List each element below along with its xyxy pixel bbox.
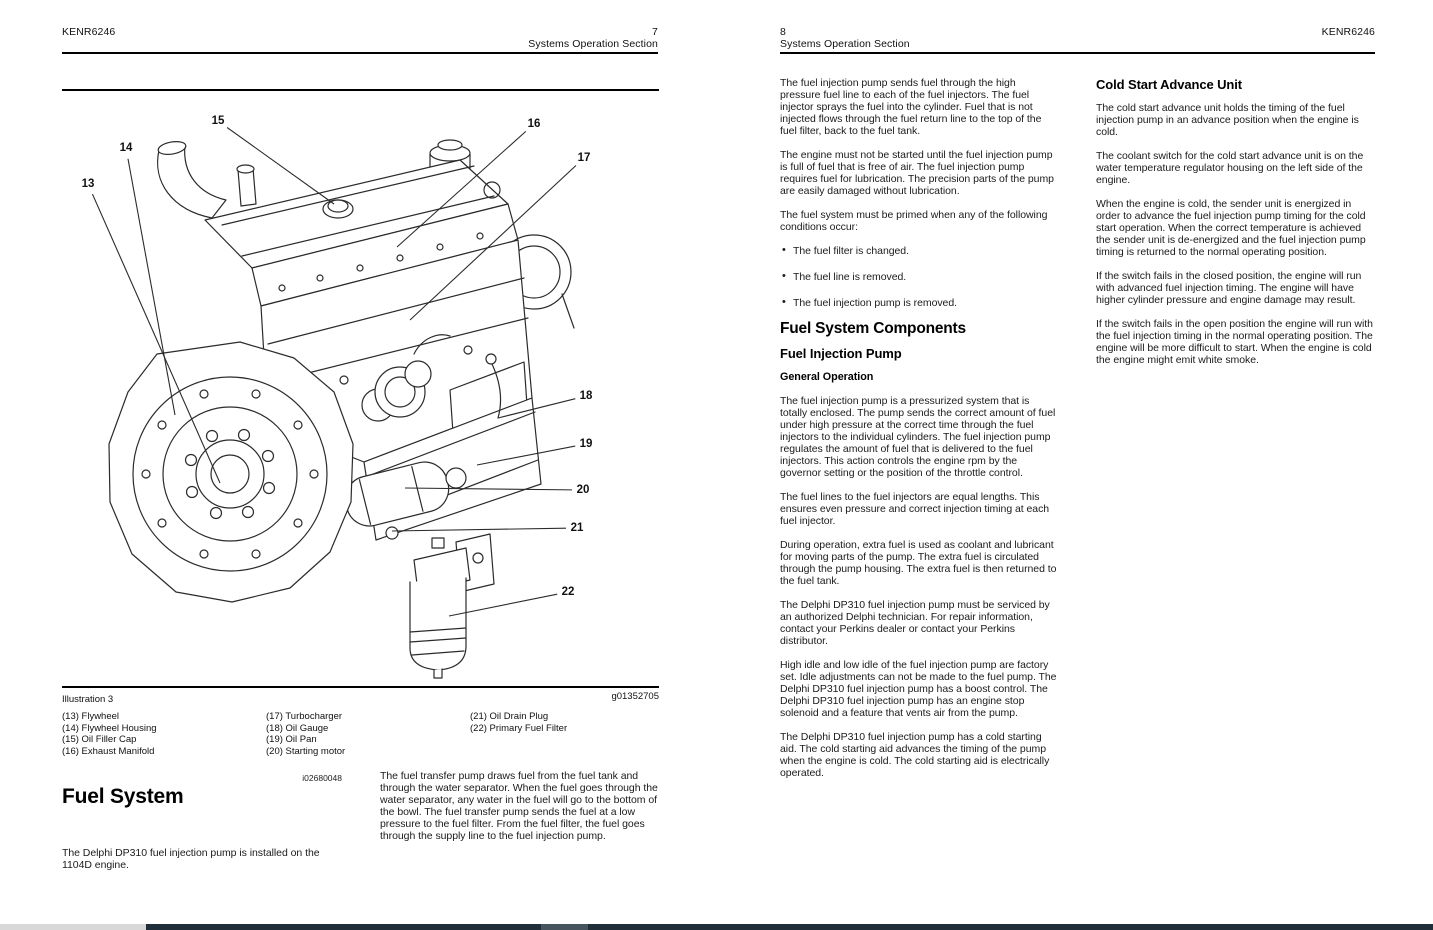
part-item: (17) Turbocharger: [266, 711, 343, 722]
figure-callout-14: 14: [117, 141, 135, 155]
paragraph: The coolant switch for the cold start advance unit is on the water temperature regulator housing on the left side of the engine.: [1096, 150, 1364, 186]
left-page-section-title: Systems Operation Section: [528, 38, 658, 50]
paragraph: The fuel lines to the fuel injectors are equal lengths. This ensures even pressure and correct injection timing at each fuel injector.: [780, 491, 1050, 527]
part-item: (18) Oil Gauge: [266, 722, 329, 734]
figure-callout-16: 16: [525, 117, 543, 131]
part-item: (14) Flywheel Housing: [62, 722, 157, 734]
illustration-id: g01352705: [611, 691, 659, 702]
parts-list-column-2: [266, 711, 470, 757]
parts-list-column-3: [470, 711, 659, 757]
right-page-number: 8: [780, 26, 786, 38]
paragraph: The fuel injection pump is a pressurized system that is totally enclosed. The pump sends the correct amount of fuel under high pressure at the correct time through the fuel injectors to the individual cylinders. The fuel injection pump regulates the amount of fuel that is delivered to the fuel injectors. This action controls the engine rpm by the governor setting or the position of the throttle control.: [780, 395, 1056, 479]
parts-list-column-1: [62, 711, 266, 757]
window-bottom-bar: [0, 924, 1433, 930]
parts-list: [62, 711, 659, 757]
heading-cold-start-advance-unit: Cold Start Advance Unit: [1096, 77, 1243, 92]
callout-layer: [62, 92, 660, 686]
figure-top-rule: [62, 89, 659, 91]
right-page-right-column: [1096, 79, 1377, 378]
right-page-left-column: [780, 77, 1058, 791]
figure-callout-17: 17: [575, 151, 593, 165]
figure-callout-21: 21: [568, 521, 586, 535]
part-item: (16) Exhaust Manifold: [62, 745, 155, 757]
paragraph: The Delphi DP310 fuel injection pump has a cold starting aid. The cold starting aid advances the timing of the pump when the engine is cold. The cold starting aid is electrically operated.: [780, 731, 1050, 779]
right-page-section-title: Systems Operation Section: [780, 38, 910, 50]
left-page-doc-code: KENR6246: [62, 26, 116, 38]
fuel-system-title: Fuel System: [62, 785, 184, 808]
paragraph: When the engine is cold, the sender unit is energized in order to advance the fuel injection pump timing for the cold start operation. When the correct temperature is achieved the sender unit is de-energized and the fuel injection pump timing is returned to the normal operating position.: [1096, 198, 1366, 258]
figure-bottom-rule: [62, 686, 659, 688]
fuel-system-intro-paragraph: The Delphi DP310 fuel injection pump is installed on the 1104D engine.: [62, 847, 320, 871]
part-item: (13) Flywheel: [62, 711, 120, 722]
part-item: (22) Primary Fuel Filter: [470, 722, 568, 734]
bullet-item: • The fuel line is removed.: [780, 271, 1058, 283]
part-item: (20) Starting motor: [266, 745, 346, 757]
paragraph: If the switch fails in the open position the engine will run with the fuel injection timing in the normal operating position. The engine will be more difficult to start. When the engine is cold the engine might emit white smoke.: [1096, 318, 1373, 366]
horizontal-scrollbar-thumb[interactable]: [541, 924, 588, 930]
bullet-item: • The fuel injection pump is removed.: [780, 297, 1058, 309]
heading-general-operation: General Operation: [780, 371, 874, 383]
part-item: (15) Oil Filler Cap: [62, 734, 137, 745]
cold-start-paragraphs: [1096, 102, 1377, 366]
part-item: (19) Oil Pan: [266, 734, 317, 745]
paragraph: The engine must not be started until the fuel injection pump is full of fuel that is free of air. The fuel injection pump requires fuel for lubrication. The precision parts of the pump are easily damaged without lubrication.: [780, 149, 1054, 197]
engine-figure: [62, 92, 660, 686]
paragraph: If the switch fails in the closed position, the engine will run with advanced fuel injection timing. The engine will have higher cylinder pressure and engine damage may result.: [1096, 270, 1362, 306]
left-page-number: 7: [652, 26, 658, 38]
paragraph: The fuel system must be primed when any of the following conditions occur:: [780, 209, 1048, 233]
figure-callout-13: 13: [79, 177, 97, 191]
figure-callout-19: 19: [577, 437, 595, 451]
figure-callout-22: 22: [559, 585, 577, 599]
article-code: i02680048: [302, 773, 342, 783]
bullet-item: • The fuel filter is changed.: [780, 245, 1058, 257]
priming-conditions-list: [780, 245, 1058, 309]
figure-callout-18: 18: [577, 389, 595, 403]
bottom-edge-light-segment: [0, 924, 146, 930]
part-item: (21) Oil Drain Plug: [470, 711, 549, 722]
horizontal-scrollbar-track[interactable]: [146, 924, 1433, 930]
right-page-doc-code: KENR6246: [1321, 26, 1375, 38]
paragraph: The cold start advance unit holds the timing of the fuel injection pump in an advance position when the engine is cold.: [1096, 102, 1359, 138]
illustration-caption: Illustration 3: [62, 694, 114, 705]
paragraph: The fuel injection pump sends fuel through the high pressure fuel line to each of the fuel injectors. The fuel injector sprays the fuel into the cylinder. Fuel that is not injected flows through the fuel return line to the top of the fuel filter, back to the fuel tank.: [780, 77, 1042, 137]
left-header-rule: [62, 52, 658, 54]
fuel-system-paragraphs: [780, 77, 1058, 233]
paragraph: The Delphi DP310 fuel injection pump must be serviced by an authorized Delphi technician. For repair information, contact your Perkins dealer or contact your Perkins distributor.: [780, 599, 1050, 647]
paragraph: High idle and low idle of the fuel injection pump are factory set. Idle adjustments can not be made to the fuel pump. The Delphi DP310 fuel injection pump has a boost control. The Delphi DP310 fuel injection pump has an engine stop solenoid and a feature that vents air from the pump.: [780, 659, 1057, 719]
figure-callout-15: 15: [209, 114, 227, 128]
heading-fuel-injection-pump: Fuel Injection Pump: [780, 346, 902, 361]
right-header-rule: [780, 52, 1375, 54]
figure-callout-20: 20: [574, 483, 592, 497]
paragraph: During operation, extra fuel is used as coolant and lubricant for moving parts of the pump. The extra fuel is circulated through the pump housing. The extra fuel is then returned to the fuel tank.: [780, 539, 1057, 587]
general-operation-paragraphs: [780, 395, 1058, 779]
transfer-pump-paragraph: The fuel transfer pump draws fuel from the fuel tank and through the water separator. When the fuel goes through the water separator, any water in the fuel will go to the bottom of the bowl. The fuel transfer pump sends the fuel at a low pressure to the fuel filter. From the fuel filter, the fuel goes through the supply line to the fuel injection pump.: [380, 770, 658, 842]
heading-fuel-system-components: Fuel System Components: [780, 320, 966, 337]
